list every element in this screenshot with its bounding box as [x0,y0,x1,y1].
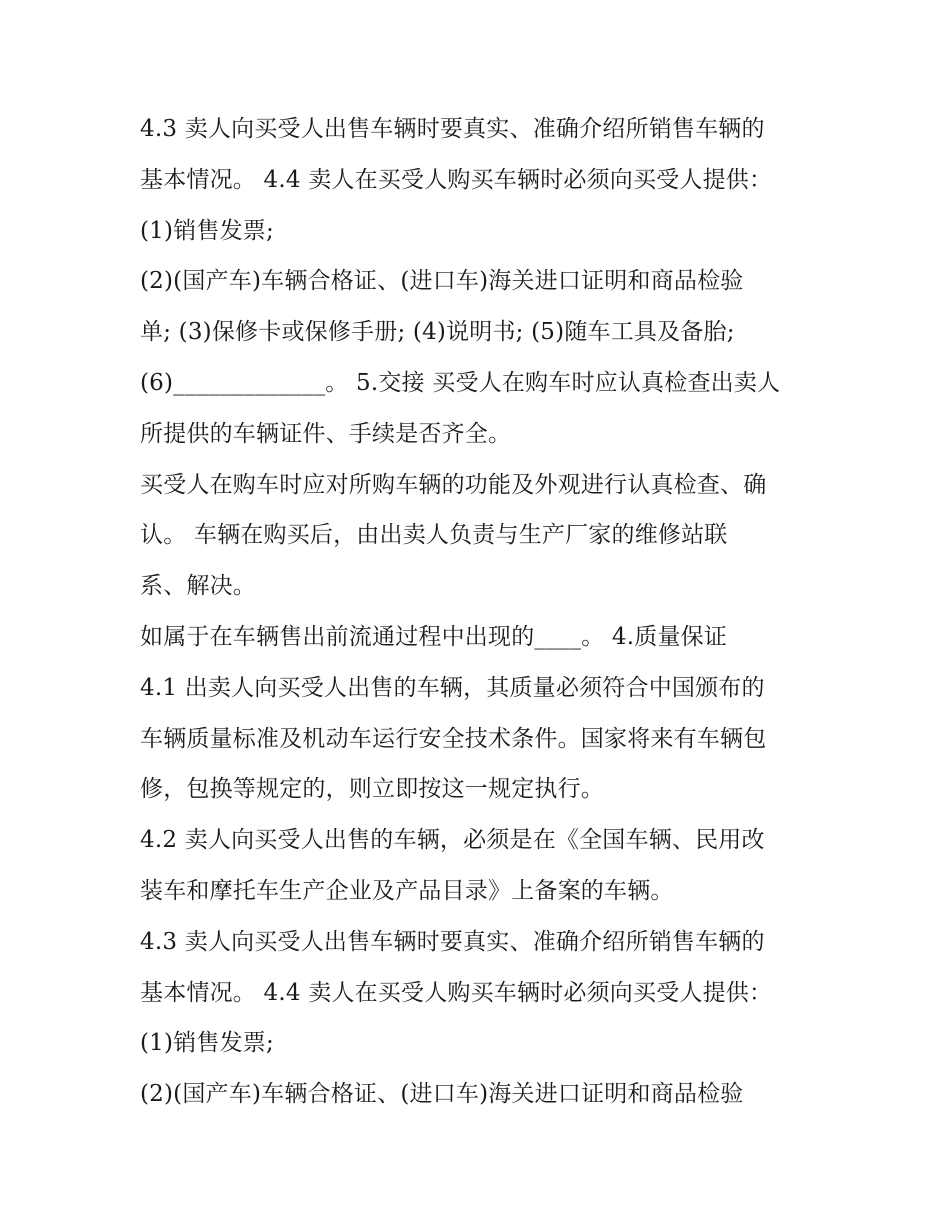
text-line: 4.1 出卖人向买受人出售的车辆，其质量必须符合中国颁布的 [140,674,765,701]
text-line: 基本情况。 4.4 卖人在买受人购买车辆时必须向买受人提供： [140,166,773,193]
text-line: 装车和摩托车生产企业及产品目录》上备案的车辆。 [140,877,674,904]
text-line: 系、解决。 [140,573,256,600]
text-line: 修，包换等规定的，则立即按这一规定执行。 [140,776,604,803]
text-line: 如属于在车辆售出前流通过程中出现的____。 4.质量保证 [140,623,728,650]
text-line: (6)_____________。 5.交接 买受人在购车时应认真检查出卖人 [140,369,781,396]
text-line: 4.3 卖人向买受人出售车辆时要真实、准确介绍所销售车辆的 [140,928,765,955]
text-line: (1)销售发票; [140,1030,274,1057]
text-line: 所提供的车辆证件、手续是否齐全。 [140,420,512,447]
text-line: 基本情况。 4.4 卖人在买受人购买车辆时必须向买受人提供： [140,979,773,1006]
text-line: (2)(国产车)车辆合格证、(进口车)海关进口证明和商品检验 [140,268,744,295]
text-line: 买受人在购车时应对所购车辆的功能及外观进行认真检查、确 [140,471,767,498]
text-line: (2)(国产车)车辆合格证、(进口车)海关进口证明和商品检验 [140,1081,744,1108]
text-line: 4.2 卖人向买受人出售的车辆，必须是在《全国车辆、民用改 [140,827,765,854]
text-line: 车辆质量标准及机动车运行安全技术条件。国家将来有车辆包 [140,725,767,752]
text-line: 4.3 卖人向买受人出售车辆时要真实、准确介绍所销售车辆的 [140,116,765,142]
text-line: 认。 车辆在购买后，由出卖人负责与生产厂家的维修站联 [140,522,728,549]
document-body [140,104,820,1120]
text-line: 单; (3)保修卡或保修手册; (4)说明书; (5)随车工具及备胎; [140,319,735,346]
text-line: (1)销售发票; [140,217,274,244]
